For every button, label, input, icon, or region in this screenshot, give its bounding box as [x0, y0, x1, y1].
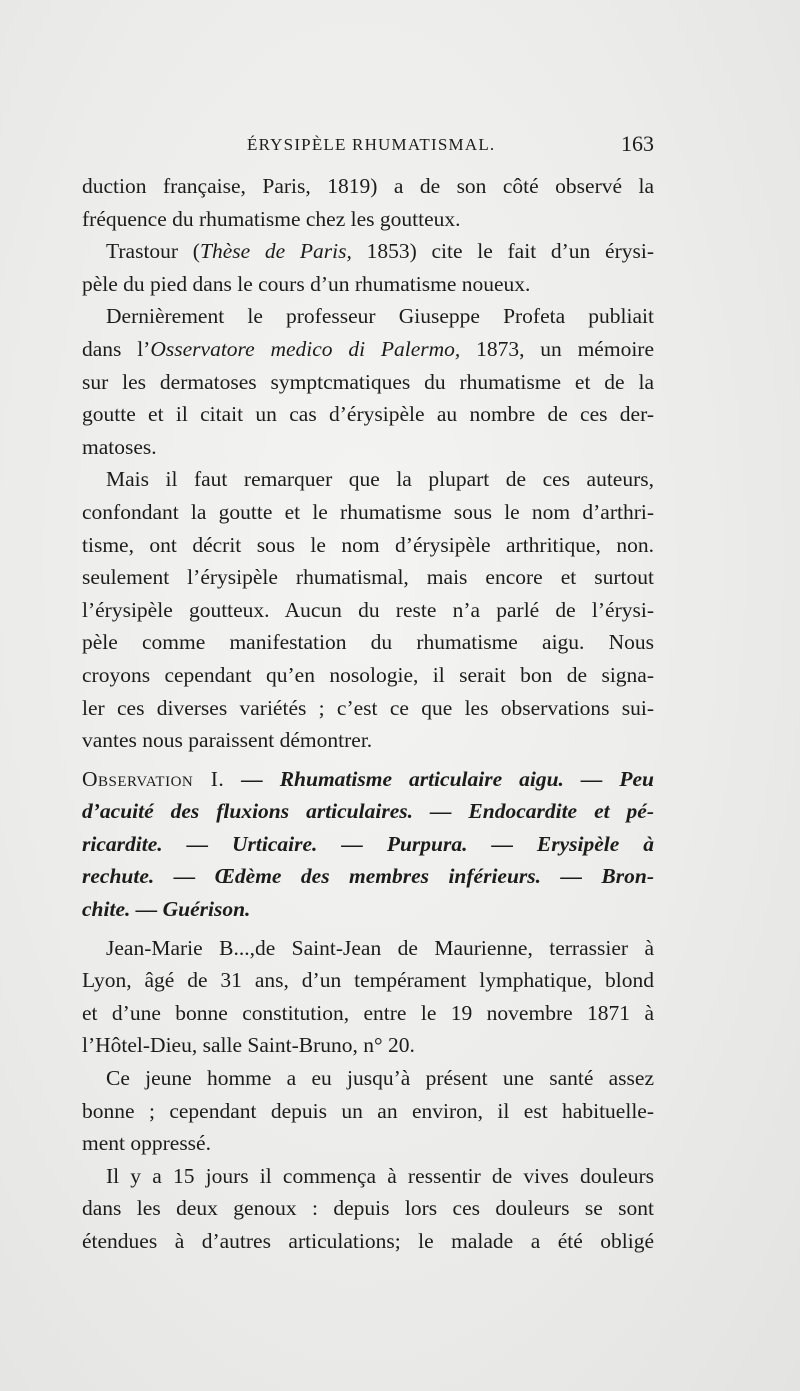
paragraph — [82, 1160, 654, 1258]
text-line: seulement l’érysipèle rhumatismal, mais encore et surtout — [82, 565, 654, 590]
text-line: étendues à d’autres articulations; le malade a été obligé — [82, 1229, 654, 1253]
paragraph — [82, 235, 654, 300]
text-line: Dernièrement le professeur Giuseppe Profeta publiait — [106, 304, 654, 329]
text-line: dans les deux genoux : depuis lors ces douleurs se sont — [82, 1196, 654, 1221]
text-line: tisme, ont décrit sous le nom d’érysipèle arthritique, non. — [82, 532, 654, 557]
paragraph — [82, 463, 654, 756]
text-line: confondant la goutte et le rhumatisme sous le nom d’arthri- — [82, 499, 654, 524]
text-line: Ce jeune homme a eu jusqu’à présent une santé assez — [106, 1066, 654, 1091]
paragraph — [82, 1062, 654, 1160]
text-line: ment oppressé. — [82, 1131, 211, 1156]
text-line — [82, 795, 654, 828]
paragraph — [82, 932, 654, 1062]
observation-label: Observation I. — [82, 766, 225, 791]
text-run: 1873, un mémoire — [460, 336, 654, 361]
thesis-title: Thèse de Paris, — [199, 239, 352, 264]
text-line: fréquence du rhumatisme chez les goutteux. — [82, 206, 461, 231]
text-line — [82, 893, 654, 926]
text-line: matoses. — [82, 434, 157, 459]
text-line: vantes nous paraissent démontrer. — [82, 728, 373, 753]
text-run: chite. — Guérison. — [82, 897, 251, 922]
text-line: sur les dermatoses symptcmatiques du rhumatisme et de la — [82, 369, 654, 394]
text-line: Mais il faut remarquer que la plupart de ces auteurs, — [106, 467, 654, 492]
text-run: ricardite. — Urticaire. — Purpura. — Erysipèle à — [82, 831, 654, 856]
text-line: l’érysipèle goutteux. Aucun du reste n’a parlé de l’érysi- — [82, 597, 654, 622]
text-line: pèle du pied dans le cours d’un rhumatisme noueux. — [82, 271, 531, 296]
text-run: rechute. — Œdème des membres inférieurs. — Bron- — [82, 864, 654, 889]
text-run: dans l’ — [82, 336, 151, 361]
text-line: l’Hôtel-Dieu, salle Saint-Bruno, n° 20. — [82, 1033, 415, 1058]
journal-title: Osservatore medico di Palermo, — [150, 336, 461, 361]
text-run: 1853) cite le fait d’un érysi- — [351, 239, 654, 264]
text-line — [82, 333, 654, 366]
text-line: ler ces diverses variétés ; c’est ce que les observations sui- — [82, 695, 654, 720]
text-line — [82, 828, 654, 861]
text-line: croyons cependant qu’en nosologie, il serait bon de signa- — [82, 662, 654, 687]
text-line: Jean-Marie B...,de Saint-Jean de Maurienne, terrassier à — [106, 935, 654, 960]
running-title: ÉRYSIPÈLE RHUMATISMAL. — [247, 135, 496, 154]
text-line: Il y a 15 jours il commença à ressentir de vives douleurs — [106, 1163, 654, 1188]
paragraph — [82, 300, 654, 463]
text-run: — Rhumatisme articulaire aigu. — Peu — [224, 766, 654, 791]
text-line — [82, 763, 654, 796]
text-line — [82, 235, 654, 268]
text-run: Trastour ( — [106, 239, 200, 264]
text-line: Lyon, âgé de 31 ans, d’un tempérament lymphatique, blond — [82, 968, 654, 993]
text-line — [82, 860, 654, 893]
observation-heading — [82, 763, 654, 926]
page-number: 163 — [621, 131, 654, 156]
text-line: pèle comme manifestation du rhumatisme aigu. Nous — [82, 630, 654, 655]
paragraph — [82, 170, 654, 235]
text-line: bonne ; cependant depuis un an environ, il est habituelle- — [82, 1098, 654, 1123]
text-line: goutte et il citait un cas d’érysipèle au nombre de ces der- — [82, 402, 654, 427]
text-line: duction française, Paris, 1819) a de son côté observé la — [82, 174, 654, 198]
text-line: et d’une bonne constitution, entre le 19 novembre 1871 à — [82, 1000, 654, 1025]
text-run: d’acuité des fluxions articulaires. — Endocardite et pé- — [82, 799, 654, 824]
page-header — [82, 131, 654, 161]
body-text — [82, 170, 654, 1258]
